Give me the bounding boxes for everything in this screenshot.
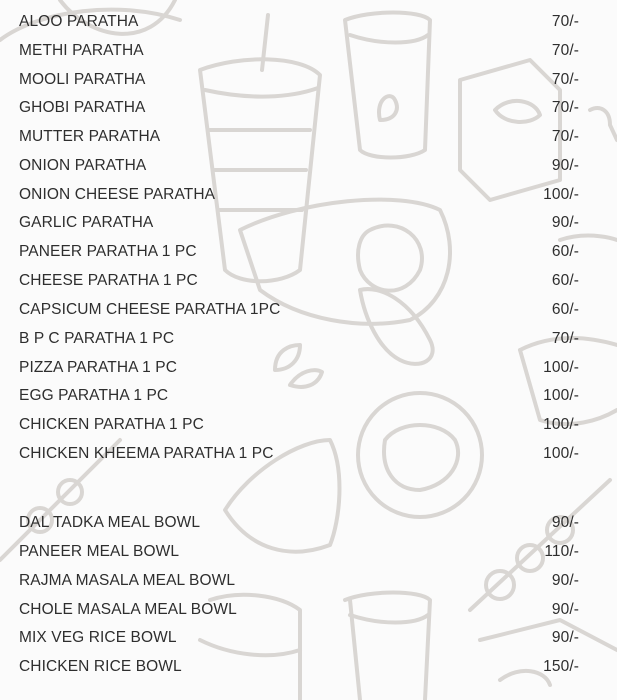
item-price: 100/- — [543, 186, 579, 203]
menu-item — [19, 540, 579, 564]
item-name: ALOO PARATHA — [19, 13, 139, 30]
menu-item — [19, 211, 579, 235]
item-price: 60/- — [551, 272, 579, 289]
item-name: CHICKEN PARATHA 1 PC — [19, 416, 204, 433]
item-price: 150/- — [543, 658, 579, 675]
menu-item — [19, 626, 579, 650]
menu-item — [19, 569, 579, 593]
item-name: RAJMA MASALA MEAL BOWL — [19, 572, 236, 589]
item-price: 100/- — [543, 416, 579, 433]
item-name: PANEER PARATHA 1 PC — [19, 243, 197, 260]
item-name: MIX VEG RICE BOWL — [19, 629, 177, 646]
menu-item — [19, 356, 579, 380]
item-price: 70/- — [551, 13, 579, 30]
item-price: 90/- — [551, 601, 579, 618]
item-name: CHICKEN RICE BOWL — [19, 658, 182, 675]
item-price: 90/- — [551, 514, 579, 531]
item-name: CHEESE PARATHA 1 PC — [19, 272, 198, 289]
item-name: CAPSICUM CHEESE PARATHA 1PC — [19, 301, 281, 318]
menu-item — [19, 413, 579, 437]
item-price: 100/- — [543, 359, 579, 376]
menu-item — [19, 154, 579, 178]
menu-item — [19, 298, 579, 322]
menu-item — [19, 39, 579, 63]
menu-item — [19, 598, 579, 622]
item-name: ONION PARATHA — [19, 157, 147, 174]
item-price: 110/- — [544, 543, 579, 560]
item-name: ONION CHEESE PARATHA — [19, 186, 216, 203]
item-price: 60/- — [551, 301, 579, 318]
item-name: GARLIC PARATHA — [19, 214, 154, 231]
item-name: GHOBI PARATHA — [19, 99, 146, 116]
item-name: MOOLI PARATHA — [19, 71, 146, 88]
menu-item — [19, 655, 579, 679]
item-name: DAL TADKA MEAL BOWL — [19, 514, 201, 531]
item-name: B P C PARATHA 1 PC — [19, 330, 175, 347]
item-name: MUTTER PARATHA — [19, 128, 161, 145]
item-name: PANEER MEAL BOWL — [19, 543, 180, 560]
menu-item — [19, 96, 579, 120]
item-name: PIZZA PARATHA 1 PC — [19, 359, 177, 376]
menu-item — [19, 384, 579, 408]
item-price: 90/- — [551, 572, 579, 589]
item-price: 70/- — [551, 330, 579, 347]
item-name: METHI PARATHA — [19, 42, 144, 59]
item-price: 70/- — [551, 42, 579, 59]
menu-item — [19, 240, 579, 264]
menu-item — [19, 125, 579, 149]
item-name: EGG PARATHA 1 PC — [19, 387, 169, 404]
item-price: 70/- — [551, 99, 579, 116]
item-price: 60/- — [551, 243, 579, 260]
menu-item — [19, 68, 579, 92]
item-price: 70/- — [551, 128, 579, 145]
item-price: 100/- — [543, 445, 579, 462]
item-price: 90/- — [551, 214, 579, 231]
item-name: CHOLE MASALA MEAL BOWL — [19, 601, 237, 618]
item-price: 90/- — [551, 157, 579, 174]
menu-item — [19, 269, 579, 293]
item-price: 70/- — [551, 71, 579, 88]
menu-item — [19, 511, 579, 535]
menu-item — [19, 327, 579, 351]
item-price: 90/- — [551, 629, 579, 646]
menu-item — [19, 183, 579, 207]
item-price: 100/- — [543, 387, 579, 404]
menu-item — [19, 10, 579, 34]
item-name: CHICKEN KHEEMA PARATHA 1 PC — [19, 445, 274, 462]
menu-item — [19, 442, 579, 466]
